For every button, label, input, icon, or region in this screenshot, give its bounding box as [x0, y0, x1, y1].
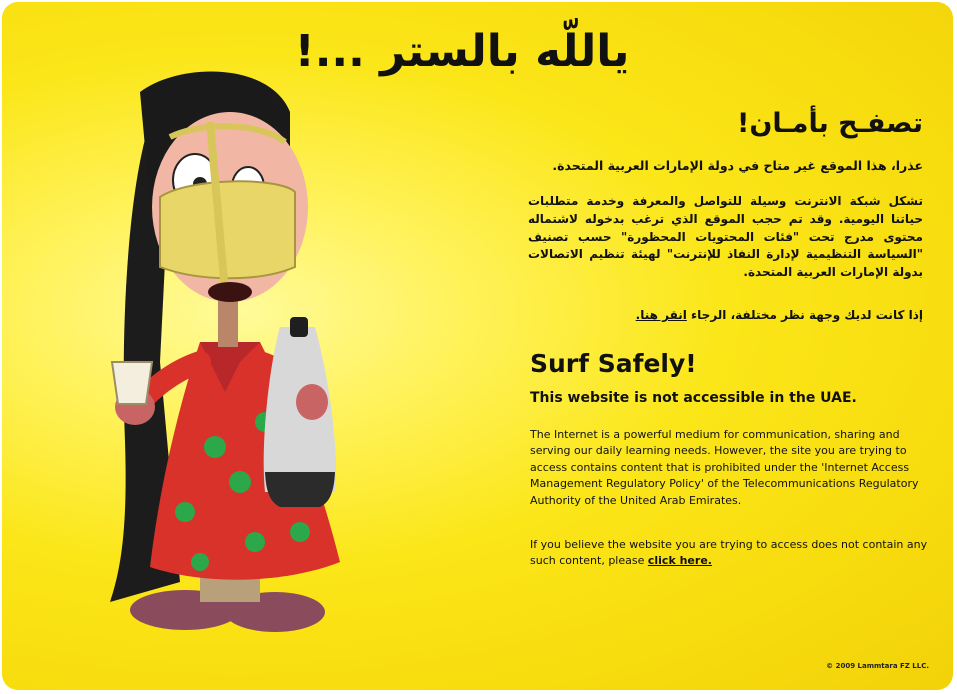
- coffee-cup: [112, 362, 152, 404]
- mouth: [208, 282, 252, 302]
- english-link-prefix: If you believe the website you are trying to access does not contain any such content, please: [530, 538, 928, 568]
- english-heading: Surf Safely!: [530, 349, 697, 378]
- arabic-link-line: [523, 308, 923, 322]
- arabic-link-prefix: إذا كانت لديك وجهة نظر مختلفة، الرجاء: [686, 308, 923, 322]
- page-background: [2, 2, 953, 690]
- english-subheading: This website is not accessible in the UAE.: [530, 390, 857, 406]
- character-illustration: [90, 62, 380, 684]
- arabic-subheading: عذرا، هذا الموقع غير متاح في دولة الإمارات العربية المتحدة.: [552, 158, 923, 173]
- copyright-notice: © 2009 Lammtara FZ LLC.: [826, 662, 929, 670]
- arabic-body: تشكل شبكة الانترنت وسيلة للتواصل والمعرفة وخدمة متطلبات حياتنا اليومية. وقد تم حجب الموقع الذي ترغب بدخوله لاشتماله محتوى مدرج تحت "فئات المحتويات المحظورة" حسب تصنيف "السياسة التنظيمية لإدارة النفاذ للإنترنت" لهيئة تنظيم الاتصالات بدولة الإمارات العربية المتحدة.: [528, 194, 923, 280]
- burqa-mask: [160, 181, 295, 278]
- right-hand: [296, 384, 328, 420]
- english-body: The Internet is a powerful medium for communication, sharing and serving our daily learning needs. However, the site you are trying to access contains content that is prohibited under the 'Internet Access Management Regulatory Policy' of the Telecommunications Regulatory Authority of the United Arab Emirates.: [530, 428, 919, 507]
- arabic-heading: تصفـح بأمـان!: [737, 108, 923, 139]
- english-click-here-link[interactable]: click here.: [647, 554, 712, 568]
- english-link-line: [530, 537, 935, 570]
- arabic-title: ياللّه بالستر ...!: [294, 26, 630, 77]
- arabic-click-here-link[interactable]: انقر هنا.: [635, 308, 687, 322]
